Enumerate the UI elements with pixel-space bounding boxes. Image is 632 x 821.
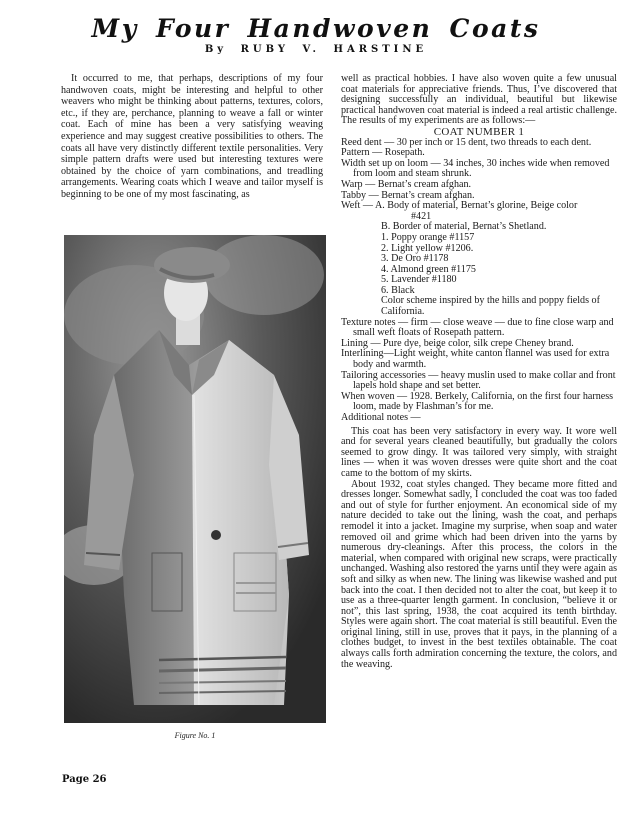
weft-color-item: 5. Lavender #1180 [381,274,457,286]
page-number: Page 26 [62,774,107,785]
author-byline: By RUBY V. HARSTINE [204,44,428,55]
weft-color-item: 3. De Oro #1178 [381,253,449,265]
spec-weft-a: Weft — A. Body of material, Bernat’s glorine, Beige color [341,200,578,212]
spec-weft-b: B. Border of material, Bernat’s Shetland. [381,221,547,233]
figure-caption: Figure No. 1 [174,731,216,740]
weft-color-item: 1. Poppy orange #1157 [381,231,475,243]
additional-paragraph: This coat has been very satisfactory in every way. It wore well and for several years cleaned beautifully, but gradually the colors seemed to grow dingy. It was tailored very simply, with straight lines — when it was woven dresses were quite short and the coat came to the bottom of my skirts. [341,425,617,479]
spec-interlining: Interlining—Light weight, white canton flannel was used for extra body and warmth. [341,348,610,371]
section-heading: COAT NUMBER 1 [433,125,525,138]
spec-when-woven: When woven — 1928. Berkely, California, on the first four harness loom, made by Flashman’s for me. [341,390,614,413]
color-scheme-note: Color scheme inspired by the hills and poppy fields of California. [381,295,600,318]
spec-warp: Warp — Bernat’s cream afghan. [341,178,472,190]
coat-photo-illustration [64,235,326,723]
intro-paragraph: It occurred to me, that perhaps, descriptions of my four handwoven coats, might be interesting and helpful to other weavers who might be thinking about patterns, textures, colors, etc., if they are, perchance, planning to weave a fall or winter coat. Each of mine has been a very satisfying weaving experience and may suggest creative possibilities to others. The coats all have very distinctly different textile personalities. Very simple pattern drafts were used but interesting textures were obtained by the choice of yarn combinations, and treadling arrangements. Wearing coats which I weave and tailor myself is beginning to be one of my most fascinating, as [61,73,323,200]
coat-photograph [64,235,326,723]
weft-color-item: 4. Almond green #1175 [381,263,476,275]
spec-width: Width set up on loom — 34 inches, 30 inches wide when removed from loom and steam shrunk. [341,157,610,180]
additional-paragraph: About 1932, coat styles changed. They became more fitted and dresses longer. Somewhat sadly, I concluded the coat was too faded and out of style for further enjoyment. An economical side of my nature decided to take out the lining, wash the coat, and perhaps remodel it into a jacket. Imagine my surprise, when soap and water removed oil and grime which had been driven into the yarns by numerous dry-cleanings. After this process, the colors in the material, when compared with original new scraps, were practically unchanged. Washing also restored the yarns until they were again as soft and silky as when new. The lining was likewise washed and put back into the coat. I then decided not to alter the coat, but keep it to use as a three-quarter length garment. In conclusion, “believe it or not”, this last spring, 1938, the coat acquired its tenth birthday. Styles were again short. The coat material is still beautiful. Even the original lining, still in use, proves that it pays, in the planning of a clothes budget, to invest in the best textiles obtainable. The coat always calls forth admiration concerning the texture, the colors, and the weaving. [341,478,617,670]
spec-tailoring: Tailoring accessories — heavy muslin used to make collar and front lapels hold shape and set better. [341,369,616,392]
intro-continuation: well as practical hobbies. I have also woven quite a few unusual coat materials for appreciative friends. Thus, I’ve discovered that designing successfully an individual, beautiful but likewise practical handwoven coat material is indeed a real artistic challenge. The results of my experiments are as follows:— [341,73,617,127]
spec-pattern: Pattern — Rosepath. [341,147,425,159]
spec-reed-dent: Reed dent — 30 per inch or 15 dent, two threads to each dent. [341,136,592,148]
weft-color-item: 6. Black [381,284,415,296]
spec-tabby: Tabby — Bernat’s cream afghan. [341,189,475,201]
left-column [61,73,323,201]
right-column [341,74,617,670]
article-title: My Four Handwoven Coats [91,14,541,43]
spec-weft-a-number: #421 [411,210,432,222]
spec-texture-notes: Texture notes — firm — close weave — due to fine close warp and small weft floats of Rosepath pattern. [341,316,614,339]
additional-notes-label: Additional notes — [341,412,421,423]
weft-color-item: 2. Light yellow #1206. [381,242,474,254]
spec-lining: Lining — Pure dye, beige color, silk crepe Cheney brand. [341,337,574,349]
